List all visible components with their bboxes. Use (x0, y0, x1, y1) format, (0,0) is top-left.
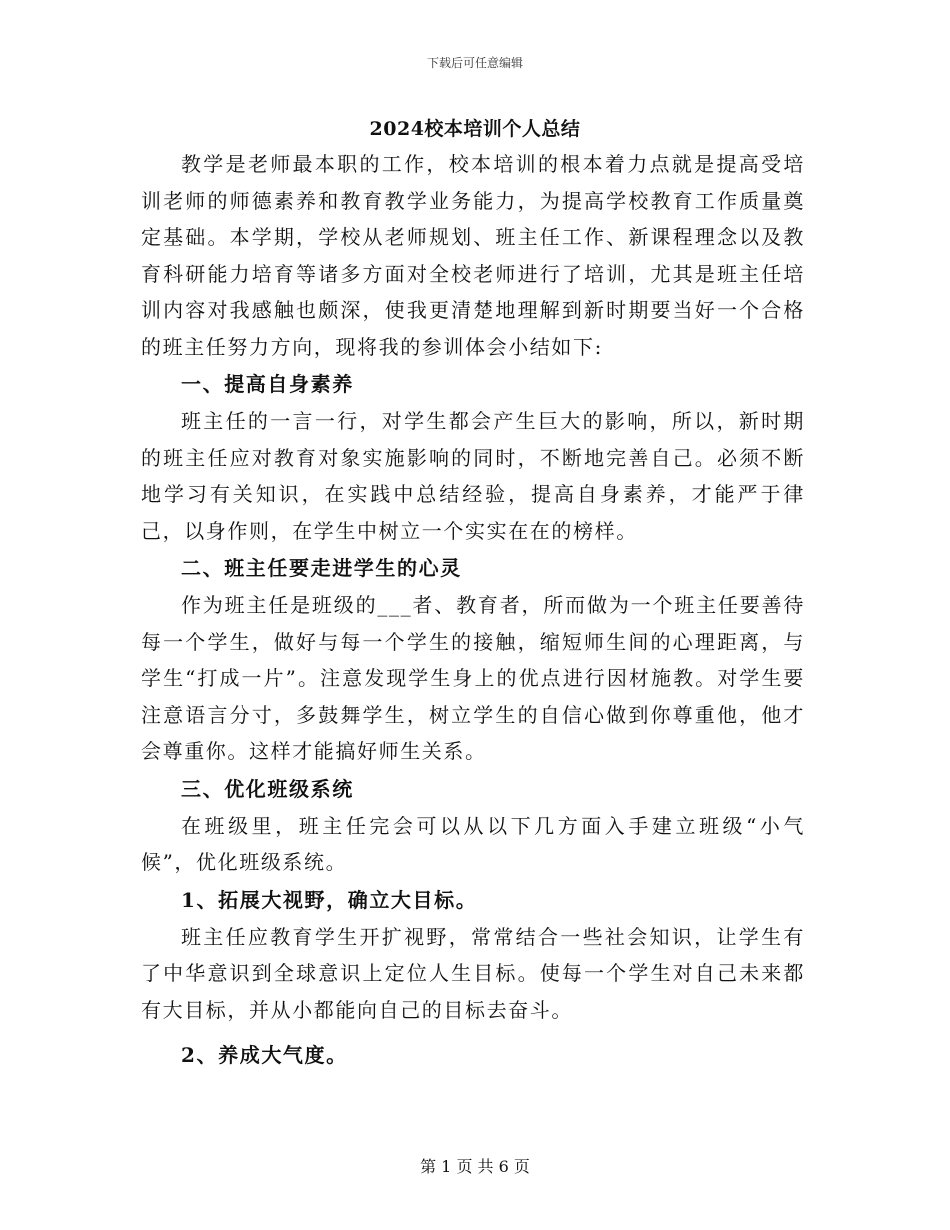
subsection-1-paragraph: 班主任应教育学生开扩视野，常常结合一些社会知识，让学生有了中华意识到全球意识上定位人生目标。使每一个学生对自己未来都有大目标，并从小都能向自己的目标去奋斗。 (141, 924, 805, 1022)
section-1-paragraph: 班主任的一言一行，对学生都会产生巨大的影响，所以，新时期的班主任应对教育对象实施影响的同时，不断地完善自己。必须不断地学习有关知识，在实践中总结经验，提高自身素养，才能严于律己，以身作则，在学生中树立一个实实在在的榜样。 (141, 409, 805, 543)
section-heading-3: 三、优化班级系统 (181, 776, 354, 801)
page-number: 第 1 页 共 6 页 (420, 1157, 530, 1176)
section-heading-2: 二、班主任要走进学生的心灵 (181, 556, 462, 580)
subsection-heading-1: 1、拓展大视野，确立大目标。 (181, 887, 478, 912)
document-body (141, 146, 805, 1074)
section-3-paragraph: 在班级里，班主任完会可以从以下几方面入手建立班级“小气候”，优化班级系统。 (141, 813, 805, 874)
document-title: 2024校本培训个人总结 (369, 118, 581, 140)
header-note: 下载后可任意编辑 (426, 56, 523, 70)
section-2-paragraph: 作为班主任是班级的___者、教育者，所而做为一个班主任要善待每一个学生，做好与每一个学生的接触，缩短师生间的心理距离，与学生“打成一片”。注意发现学生身上的优点进行因材施教。对学生要注意语言分寸，多鼓舞学生，树立学生的自信心做到你尊重他，他才会尊重你。这样才能搞好师生关系。 (141, 593, 805, 763)
intro-paragraph: 教学是老师最本职的工作，校本培训的根本着力点就是提高受培训老师的师德素养和教育教学业务能力，为提高学校教育工作质量奠定基础。本学期，学校从老师规划、班主任工作、新课程理念以及教育科研能力培育等诸多方面对全校老师进行了培训，尤其是班主任培训内容对我感触也颇深，使我更清楚地理解到新时期要当好一个合格的班主任努力方向，现将我的参训体会小结如下: (141, 152, 805, 359)
subsection-heading-2: 2、养成大气度。 (181, 1043, 348, 1067)
section-heading-1: 一、提高自身素养 (181, 372, 354, 396)
